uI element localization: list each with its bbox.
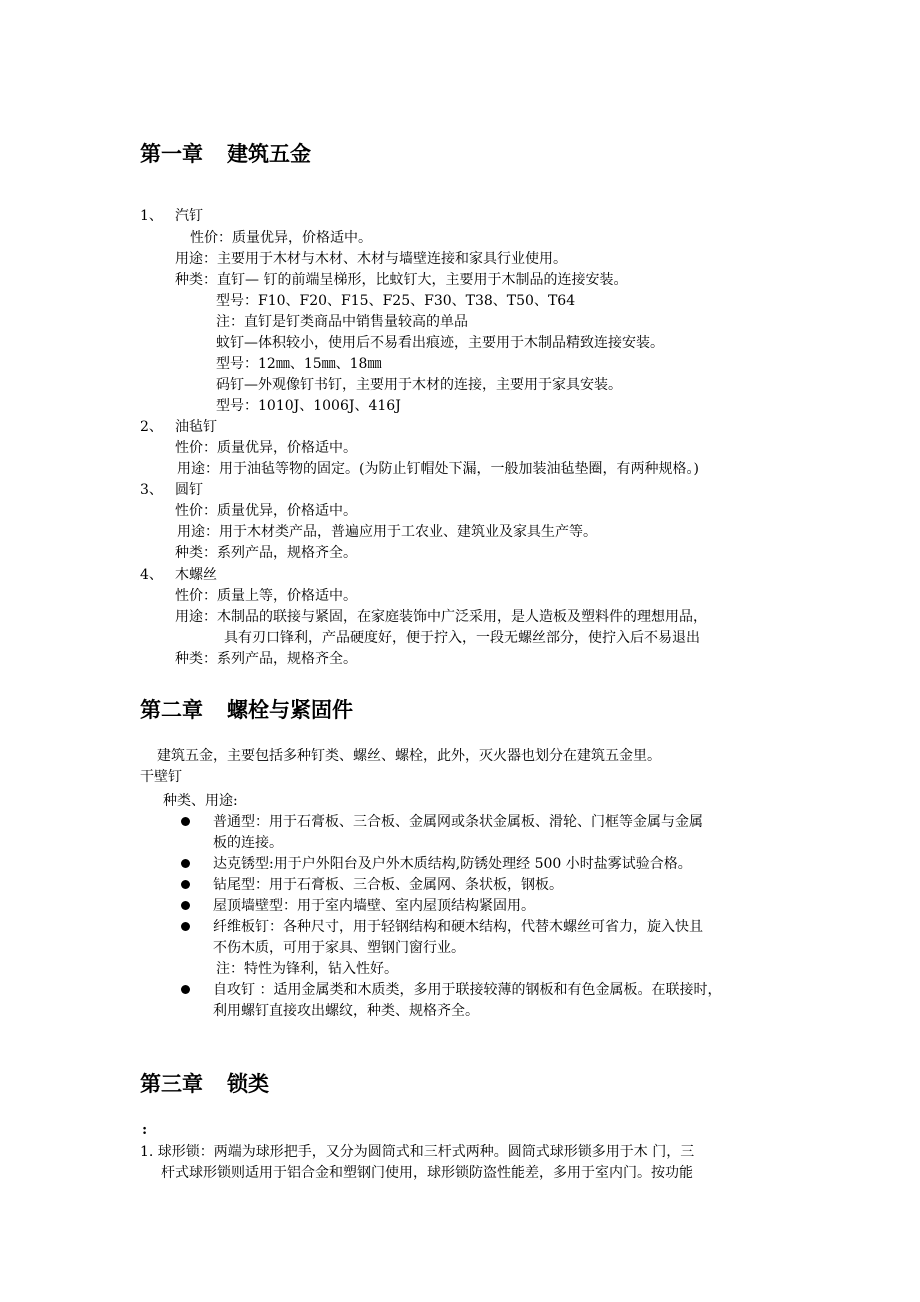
item-4-line: 种类：系列产品，规格齐全。 (175, 651, 357, 667)
subsection-title: 干壁钉 (140, 769, 182, 785)
item-2-number: 2、 (140, 419, 163, 435)
bullet-dot (181, 859, 190, 868)
chapter-2-intro: 建筑五金，主要包括多种钉类、螺丝、螺栓，此外，灭火器也划分在建筑五金里。 (157, 748, 661, 764)
bullet-dot (181, 880, 190, 889)
bullet-dot (181, 922, 190, 931)
item-3-number: 3、 (140, 482, 163, 498)
item-1-number: 1、 (140, 208, 163, 224)
item-1-line: 种类：直钉— 钉的前端呈梯形，比蚊钉大，主要用于木制品的连接安装。 (175, 272, 628, 288)
item-3-line: 用途：用于木材类产品，普遍应用于工农业、建筑业及家具生产等。 (177, 524, 597, 540)
item-2-name: 油毡钉 (175, 419, 217, 435)
item-1-line: 性价：质量优异，价格适中。 (190, 230, 372, 246)
bullet-text: 钻尾型：用于石膏板、三合板、金属网、条状板，钢板。 (213, 877, 563, 893)
chapter-3-number: 第三章 (140, 1071, 203, 1096)
item-4-number: 4、 (140, 567, 163, 583)
chapter-1-title: 建筑五金 (227, 141, 311, 166)
item-4-line: 性价：质量上等，价格适中。 (175, 588, 357, 604)
chapter-3-heading (140, 1071, 269, 1097)
bullet-text: 屋顶墙壁型：用于室内墙壁、室内屋顶结构紧固用。 (213, 898, 535, 914)
item-3-line: 种类：系列产品，规格齐全。 (175, 545, 357, 561)
item-1-line: 型号：1010J、1006J、416J (216, 398, 401, 414)
item-1-line: 型号：12㎜、15㎜、18㎜ (216, 356, 382, 372)
item-1-line: 蚊钉—体积较小，使用后不易看出痕迹，主要用于木制品精致连接安装。 (216, 335, 664, 351)
item-2-line: 性价：质量优异，价格适中。 (175, 440, 357, 456)
item-2-line: 用途：用于油毡等物的固定。(为防止钉帽处下漏，一般加装油毡垫圈，有两种规格。) (177, 461, 699, 477)
bullet-text: 不伤木质，可用于家具、塑钢门窗行业。 (213, 940, 465, 956)
item-1-line: 码钉—外观像钉书钉，主要用于木材的连接，主要用于家具安装。 (216, 377, 622, 393)
subsection-subtitle: 种类、用途: (163, 793, 238, 809)
bullet-dot (181, 817, 190, 826)
bullet-dot (181, 901, 190, 910)
colon-mark: : (142, 1122, 148, 1138)
chapter-3-paragraph: 1. 球形锁：两端为球形把手，又分为圆筒式和三杆式两种。圆筒式球形锁多用于木 门，三 (140, 1144, 695, 1160)
chapter-2-number: 第二章 (140, 697, 203, 722)
chapter-3-paragraph: 杆式球形锁则适用于铝合金和塑钢门使用，球形锁防盗性能差，多用于室内门。按功能 (161, 1165, 693, 1181)
bullet-text: 普通型：用于石膏板、三合板、金属网或条状金属板、滑轮、门框等金属与金属 (213, 814, 703, 830)
item-4-name: 木螺丝 (175, 567, 217, 583)
chapter-3-title: 锁类 (227, 1071, 269, 1096)
bullet-note: 注：特性为锋利，钻入性好。 (216, 961, 398, 977)
bullet-text: 利用螺钉直接攻出螺纹，种类、规格齐全。 (213, 1003, 479, 1019)
chapter-2-title: 螺栓与紧固件 (227, 697, 353, 722)
item-1-line: 用途：主要用于木材与木材、木材与墙壁连接和家具行业使用。 (175, 251, 567, 267)
item-4-line: 用途：木制品的联接与紧固，在家庭装饰中广泛采用，是人造板及塑料件的理想用品， (175, 609, 707, 625)
bullet-text: 自攻钉 ：适用金属类和木质类，多用于联接较薄的钢板和有色金属板。在联接时， (213, 982, 722, 998)
chapter-1-number: 第一章 (140, 141, 203, 166)
item-1-line: 型号：F10、F20、F15、F25、F30、T38、T50、T64 (216, 293, 576, 309)
bullet-text: 达克锈型:用于户外阳台及户外木质结构,防锈处理经 500 小时盐雾试验合格。 (213, 856, 692, 872)
item-1-line: 注：直钉是钉类商品中销售量较高的单品 (216, 314, 468, 330)
chapter-1-heading (140, 141, 311, 167)
item-4-line: 具有刃口锋利，产品硬度好，便于拧入，一段无螺丝部分，使拧入后不易退出 (224, 630, 700, 646)
item-3-line: 性价：质量优异，价格适中。 (175, 503, 357, 519)
bullet-text: 纤维板钉：各种尺寸，用于轻钢结构和硬木结构，代替木螺丝可省力，旋入快且 (213, 919, 703, 935)
bullet-text: 板的连接。 (213, 835, 283, 851)
item-3-name: 圆钉 (175, 482, 203, 498)
bullet-dot (181, 985, 190, 994)
chapter-2-heading (140, 697, 353, 723)
item-1-name: 汽钉 (175, 208, 203, 224)
